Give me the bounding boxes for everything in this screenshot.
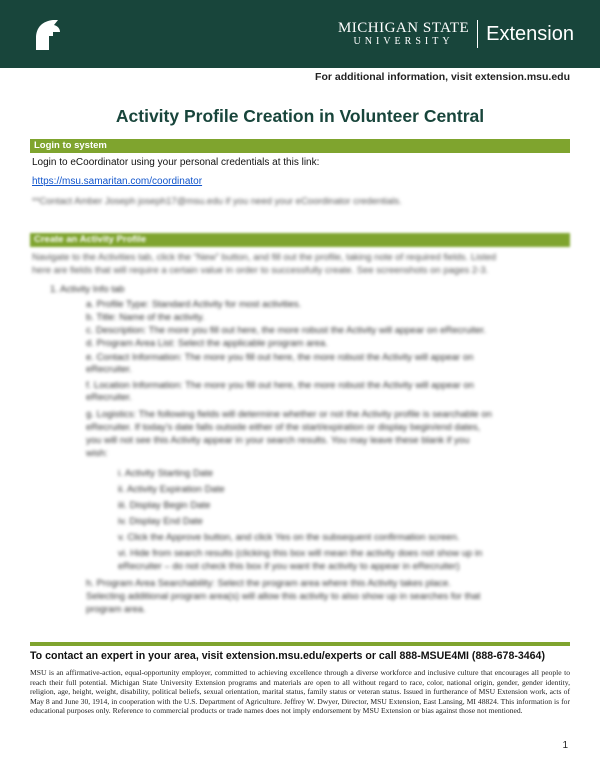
brand-line2: UNIVERSITY [353,36,454,47]
list-item: v. Click the Approve button, and click Yes on the subsequent confirmation screen. [118,532,460,543]
list-item: 1. Activity Info tab [50,284,125,295]
list-item: vi. Hide from search results (clicking this box will mean the activity does not show up in [118,548,483,559]
list-item: Selecting additional program area(s) will allow this activity to also show up in searches for that [86,591,481,602]
msu-wordmark [338,20,478,48]
spartan-helmet-logo [32,18,62,52]
login-instruction: Login to eCoordinator using your personal credentials at this link: [32,157,320,168]
additional-info-text: For additional information, visit extension.msu.edu [315,71,570,83]
brand-line1: MICHIGAN STATE [337,20,470,36]
page-number: 1 [562,740,568,751]
footer-contact: To contact an expert in your area, visit extension.msu.edu/experts or call 888-MSUE4MI (888-678-3464) [30,650,545,662]
list-item: eRecruiter – do not check this box if you want the activity to appear in eRecruiter) [118,561,460,572]
list-item: eRecruiter. [86,364,132,375]
section-heading-login: Login to system [30,139,570,153]
list-item: i. Activity Starting Date [118,468,214,479]
list-item: d. Program Area List: Select the applicable program area. [86,338,328,349]
list-item: g. Logistics: The following fields will determine whether or not the Activity profile is searchable on [86,409,492,420]
list-item: iii. Display Begin Date [118,500,211,511]
list-item: e. Contact Information: The more you fill out here, the more robust the Activity will appear on [86,352,474,363]
list-item: f. Location Information: The more you fill out here, the more robust the Activity will appear on [86,380,474,391]
list-item: b. Title: Name of the activity. [86,312,205,323]
page-title: Activity Profile Creation in Volunteer Central [115,106,485,126]
list-item: wish: [86,448,108,459]
footer-disclaimer: MSU is an affirmative-action, equal-opportunity employer, committed to achieving excellence through a diverse workforce and inclusive culture that encourages all people to reach their full potential. Michigan State University Extension programs and materials are open to all without regard to race, color, national origin, gender, gender identity, religion, age, height, weight, disability, political beliefs, sexual orientation, marital status, family status or veteran status. Issued in furtherance of MSU Extension work, acts of May 8 and June 30, 1914, in cooperation with the U.S. Department of Agriculture. Jeffrey W. Dwyer, Director, MSU Extension, East Lansing, MI 48824. This information is for educational purposes only. Reference to commercial products or trade names does not imply endorsement by MSU Extension or bias against those not mentioned. [30,668,570,716]
page-header [0,0,600,68]
list-item: a. Profile Type: Standard Activity for most activities. [86,299,302,310]
coordinator-link[interactable]: https://msu.samaritan.com/coordinator [32,176,203,187]
list-item: you will not see this Activity appear in your search results. You may leave these blank if you [86,435,470,446]
create-intro-line1: Navigate to the Activities tab, click the “New” button, and fill out the profile, taking note of required fields. Listed [32,252,497,263]
list-item: program area. [86,604,146,615]
list-item: iv. Display End Date [118,516,203,527]
list-item: ii. Activity Expiration Date [118,484,225,495]
list-item: h. Program Area Searchability: Select the program area where this Activity takes place. [86,578,451,589]
create-intro-line2: here are fields that will require a certain value in order to successfully create. See screenshots on pages 2-3. [32,265,489,276]
credentials-note: **Contact Amber Joseph joseph17@msu.edu if you need your eCoordinator credentials. [32,196,402,207]
list-item: c. Description: The more you fill out here, the more robust the Activity will appear on eRecruiter. [86,325,487,336]
footer-divider [30,642,570,646]
section-heading-create: Create an Activity Profile [30,233,570,247]
msu-extension-wordmark[interactable] [338,20,574,48]
list-item: eRecruiter. [86,392,132,403]
list-item: eRecruiter. If today’s date falls outside either of the start/expiration or display begin/end dates, [86,422,481,433]
brand-extension: Extension [486,22,574,45]
